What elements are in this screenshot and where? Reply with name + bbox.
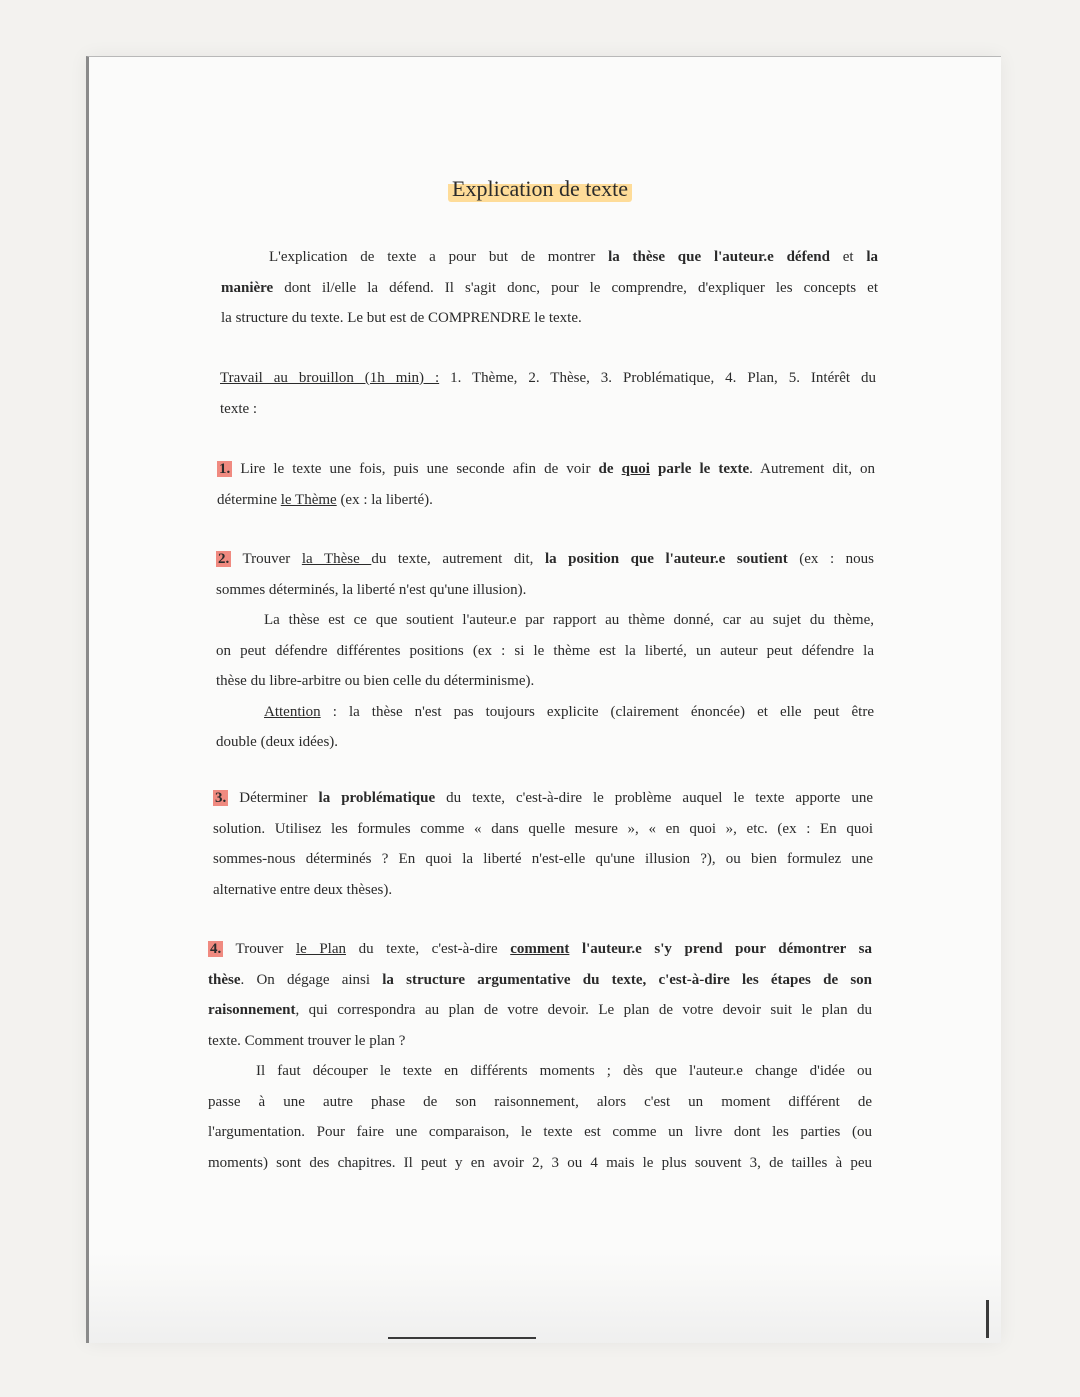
section-4-para2-line-3: l'argumentation. Pour faire une comparaison, le texte est comme un livre dont les parties (ou: [208, 1124, 872, 1140]
bold-text: la problématique: [318, 790, 436, 806]
pencil-mark: [986, 1300, 989, 1338]
underlined-text: le Plan: [295, 941, 347, 957]
section-4-line-1: [208, 934, 872, 965]
travail-paragraph: [220, 363, 876, 424]
text: du texte, c'est-à-dire: [346, 941, 511, 957]
section-3-line-2: solution. Utilisez les formules comme « dans quelle mesure », « en quoi », etc. (ex : En quoi: [213, 820, 873, 837]
step-number-3: 3.: [215, 790, 227, 806]
text: Lire le texte une fois, puis une seconde afin de voir: [232, 461, 599, 477]
step-number-4: 4.: [210, 941, 222, 957]
section-4-para2-line-1: Il faut découper le texte en différents moments ; dès que l'auteur.e change d'idée ou: [256, 1063, 872, 1079]
bold-text: la thèse que l'auteur.e défend: [608, 249, 830, 265]
text: Déterminer: [228, 790, 319, 806]
text: Trouver: [231, 551, 302, 567]
text: du texte, c'est-à-dire le problème auquel le texte apporte une: [435, 790, 873, 806]
paper-shadow: [89, 1253, 1001, 1343]
section-3-line-3: sommes-nous déterminés ? En quoi la liberté n'est-elle qu'une illusion ?), ou bien formulez une: [213, 851, 873, 867]
text: : la thèse n'est pas toujours explicite (clairement énoncée) et elle peut être: [320, 703, 874, 720]
travail-line-1: [220, 363, 876, 394]
bold-underlined-text: quoi: [621, 461, 650, 477]
intro-line-1: [221, 242, 878, 273]
text: . Autrement dit, on: [749, 461, 876, 477]
intro-line-3: la structure du texte. Le but est de COMPRENDRE le texte.: [221, 310, 582, 326]
page-title: Explication de texte: [448, 176, 632, 202]
section-4-line-4: texte. Comment trouver le plan ?: [208, 1032, 406, 1049]
bold-text: l'auteur.e s'y prend pour démontrer sa: [569, 941, 872, 957]
bold-text: la structure argumentative du texte, c'est-à-dire les étapes de son: [382, 971, 872, 988]
section-2-para3-line-2: double (deux idées).: [216, 734, 339, 750]
section-2-line-1: [216, 544, 874, 575]
section-4-para2-line-4: moments) sont des chapitres. Il peut y en avoir 2, 3 ou 4 mais le plus souvent 3, de tailles à peu: [208, 1154, 872, 1171]
step-number-2: 2.: [218, 551, 230, 567]
section-4-line-3: [208, 995, 872, 1026]
step-number-1: 1.: [219, 461, 231, 477]
bold-text: manière: [221, 279, 274, 296]
intro-paragraph: [221, 242, 878, 334]
text: dont il/elle la défend. Il s'agit donc, pour le comprendre, d'expliquer les concepts et: [273, 279, 878, 296]
section-3-line-1: [213, 783, 873, 814]
section-4: [208, 934, 872, 1178]
text: , qui correspondra au plan de votre devoir. Le plan de votre devoir suit le plan du: [295, 1002, 872, 1018]
underlined-text: Attention: [264, 703, 321, 720]
bold-text: raisonnement: [208, 1002, 296, 1018]
bold-underlined-text: comment: [510, 941, 570, 957]
underlined-label: Travail au brouillon (1h min) :: [220, 370, 440, 386]
section-2-para3-line-1: [216, 697, 874, 728]
text: 1. Thème, 2. Thèse, 3. Problématique, 4. Plan, 5. Intérêt du: [439, 370, 876, 386]
text: . On dégage ainsi: [240, 971, 383, 988]
underlined-text: la Thèse: [301, 551, 372, 567]
travail-line-2: texte :: [220, 400, 258, 417]
section-3: [213, 783, 873, 905]
bold-text: de: [598, 461, 622, 477]
bold-text: thèse: [208, 971, 241, 988]
text: détermine: [217, 491, 281, 508]
text: L'explication de texte a pour but de montrer: [269, 249, 609, 265]
section-2-para2-line-3: thèse du libre-arbitre ou bien celle du déterminisme).: [216, 673, 535, 689]
section-1: [217, 454, 875, 515]
pencil-mark: [388, 1337, 536, 1339]
bold-text: parle le texte: [649, 461, 750, 477]
text: (ex : la liberté).: [336, 491, 433, 508]
text: et: [829, 249, 867, 265]
intro-line-2: [221, 273, 878, 304]
section-4-para2-line-2: passe à une autre phase de son raisonnement, alors c'est un moment différent de: [208, 1093, 872, 1110]
bold-text: la position que l'auteur.e soutient: [544, 551, 788, 567]
text: Trouver: [223, 941, 296, 957]
section-4-line-2: [208, 965, 872, 996]
section-2: [216, 544, 874, 758]
section-2-line-2: sommes déterminés, la liberté n'est qu'une illusion).: [216, 581, 527, 598]
underlined-text: le Thème: [280, 491, 337, 508]
text: du texte, autrement dit,: [371, 551, 545, 567]
text: (ex : nous: [787, 551, 875, 567]
section-2-para2-line-2: on peut défendre différentes positions (ex : si le thème est la liberté, un auteur peut défendre la: [216, 642, 874, 659]
section-2-para2-line-1: La thèse est ce que soutient l'auteur.e par rapport au thème donné, car au sujet du thème,: [264, 612, 874, 628]
section-1-line-1: [217, 454, 875, 485]
section-3-line-4: alternative entre deux thèses).: [213, 881, 393, 898]
section-1-line-2: [217, 485, 875, 516]
title-container: [0, 176, 1080, 202]
bold-text: la: [866, 249, 879, 265]
